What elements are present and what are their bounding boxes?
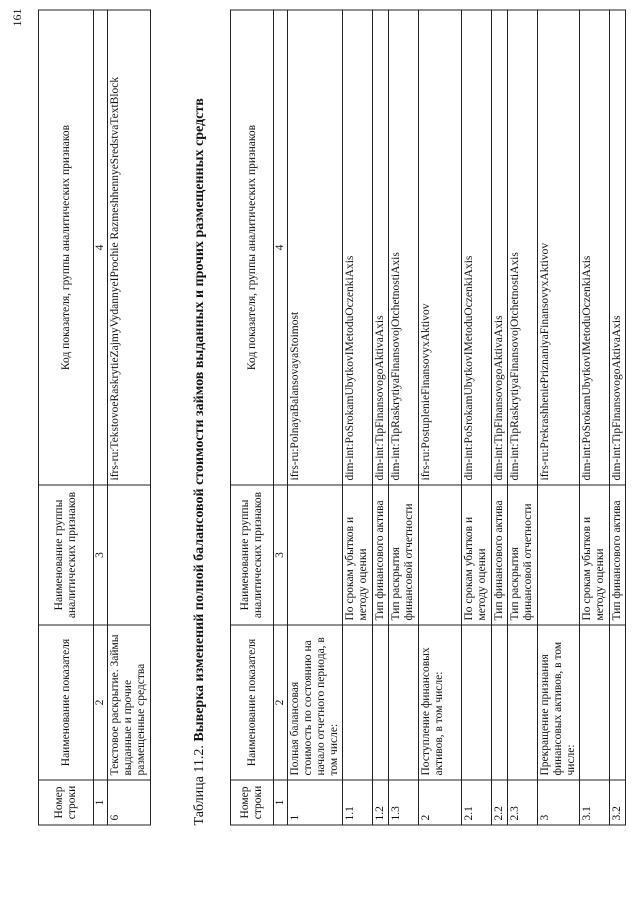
table-caption	[192, 98, 208, 825]
table-row	[343, 10, 373, 825]
group-name: Тип раскрытия финансовой отчетности	[508, 485, 538, 625]
column-number-row	[274, 10, 288, 825]
page-number: 161	[10, 8, 24, 26]
table-row	[538, 10, 580, 825]
indicator-name	[373, 625, 389, 780]
header-indicator-name: Наименование показателя	[231, 625, 274, 780]
indicator-name	[580, 625, 610, 780]
group-name	[288, 485, 343, 625]
column-number: 1	[274, 780, 288, 825]
indicator-name	[462, 625, 492, 780]
table-row	[462, 10, 492, 825]
indicator-code: dim-int:TipFinansovogoAktivaAxis	[373, 10, 389, 485]
header-code: Код показателя, группы аналитических признаков	[39, 10, 94, 485]
row-number: 2.3	[508, 780, 538, 825]
group-name	[108, 485, 151, 625]
group-name: По срокам убытков и методу оценки	[580, 485, 610, 625]
header-indicator-name: Наименование показателя	[39, 625, 94, 780]
group-name: По срокам убытков и методу оценки	[462, 485, 492, 625]
column-number: 4	[94, 10, 108, 485]
indicator-name: Полная балансовая стоимость по состоянию на начало отчетного периода, в том числе:	[288, 625, 343, 780]
indicator-code: dim-int:TipFinansovogoAktivaAxis	[610, 10, 626, 485]
row-number: 3	[538, 780, 580, 825]
row-number: 2	[419, 780, 462, 825]
caption-prefix: Таблица 11.2.	[192, 741, 207, 825]
table-row	[610, 10, 626, 825]
indicator-code: ifrs-ru:PrekrashheniePriznaniyaFinansovyxAktivov	[538, 10, 580, 485]
table-row	[108, 10, 151, 825]
header-code: Код показателя, группы аналитических признаков	[231, 10, 274, 485]
indicator-code: dim-int:TipFinansovogoAktivaAxis	[492, 10, 508, 485]
table-row	[492, 10, 508, 825]
indicator-code: ifrs-ru:TekstovoeRaskrytieZajmyVydannyeIProchie RazmeshhennyeSredstvaTextBlock	[108, 10, 151, 485]
header-row-number: Номер строки	[39, 780, 94, 825]
table-row	[373, 10, 389, 825]
table-row	[389, 10, 419, 825]
caption-title: Выверка изменений полной балансовой стоимости займов выданных и прочих размещенных средств	[192, 97, 207, 742]
indicator-name	[343, 625, 373, 780]
indicator-name	[389, 625, 419, 780]
group-name: Тип раскрытия финансовой отчетности	[389, 485, 419, 625]
indicator-name: Текстовое раскрытие. Займы выданные и прочие размещенные средства	[108, 625, 151, 780]
group-name: Тип финансового актива	[373, 485, 389, 625]
indicator-table	[38, 9, 151, 825]
column-number: 2	[94, 625, 108, 780]
row-number: 3.2	[610, 780, 626, 825]
row-number: 2.1	[462, 780, 492, 825]
group-name	[538, 485, 580, 625]
group-name	[419, 485, 462, 625]
row-number: 1.3	[389, 780, 419, 825]
row-number: 2.2	[492, 780, 508, 825]
header-row-number: Номер строки	[231, 780, 274, 825]
table-header-row	[231, 10, 274, 825]
table-row	[508, 10, 538, 825]
group-name: Тип финансового актива	[492, 485, 508, 625]
table-row	[580, 10, 610, 825]
row-number: 1.1	[343, 780, 373, 825]
indicator-code: dim-int:TipRaskrytiyaFinansovojOtchetnostiAxis	[389, 10, 419, 485]
header-group-name: Наименование группы аналитических признаков	[39, 485, 94, 625]
indicator-code: dim-int:PoSrokamUbytkovIMetoduOczenkiAxis	[462, 10, 492, 485]
column-number: 4	[274, 10, 288, 485]
reconciliation-table	[230, 9, 626, 825]
column-number-row	[94, 10, 108, 825]
column-number: 3	[274, 485, 288, 625]
indicator-code: dim-int:PoSrokamUbytkovIMetoduOczenkiAxis	[343, 10, 373, 485]
indicator-name	[492, 625, 508, 780]
table-header-row	[39, 10, 94, 825]
indicator-code: ifrs-ru:PolnayaBalansovayaStoimost	[288, 10, 343, 485]
row-number: 1.2	[373, 780, 389, 825]
indicator-name	[508, 625, 538, 780]
row-number: 3.1	[580, 780, 610, 825]
indicator-code: dim-int:TipRaskrytiyaFinansovojOtchetnostiAxis	[508, 10, 538, 485]
indicator-name: Поступление финансовых активов, в том числе:	[419, 625, 462, 780]
indicator-code: ifrs-ru:PostuplenieFinansovyxAktivov	[419, 10, 462, 485]
table-row	[419, 10, 462, 825]
indicator-name: Прекращение признания финансовых активов, в том числе:	[538, 625, 580, 780]
header-group-name: Наименование группы аналитических признаков	[231, 485, 274, 625]
group-name: Тип финансового актива	[610, 485, 626, 625]
column-number: 1	[94, 780, 108, 825]
column-number: 3	[94, 485, 108, 625]
indicator-name	[610, 625, 626, 780]
row-number: 6	[108, 780, 151, 825]
group-name: По срокам убытков и методу оценки	[343, 485, 373, 625]
table-row	[288, 10, 343, 825]
indicator-code: dim-int:PoSrokamUbytkovIMetoduOczenkiAxis	[580, 10, 610, 485]
row-number: 1	[288, 780, 343, 825]
column-number: 2	[274, 625, 288, 780]
